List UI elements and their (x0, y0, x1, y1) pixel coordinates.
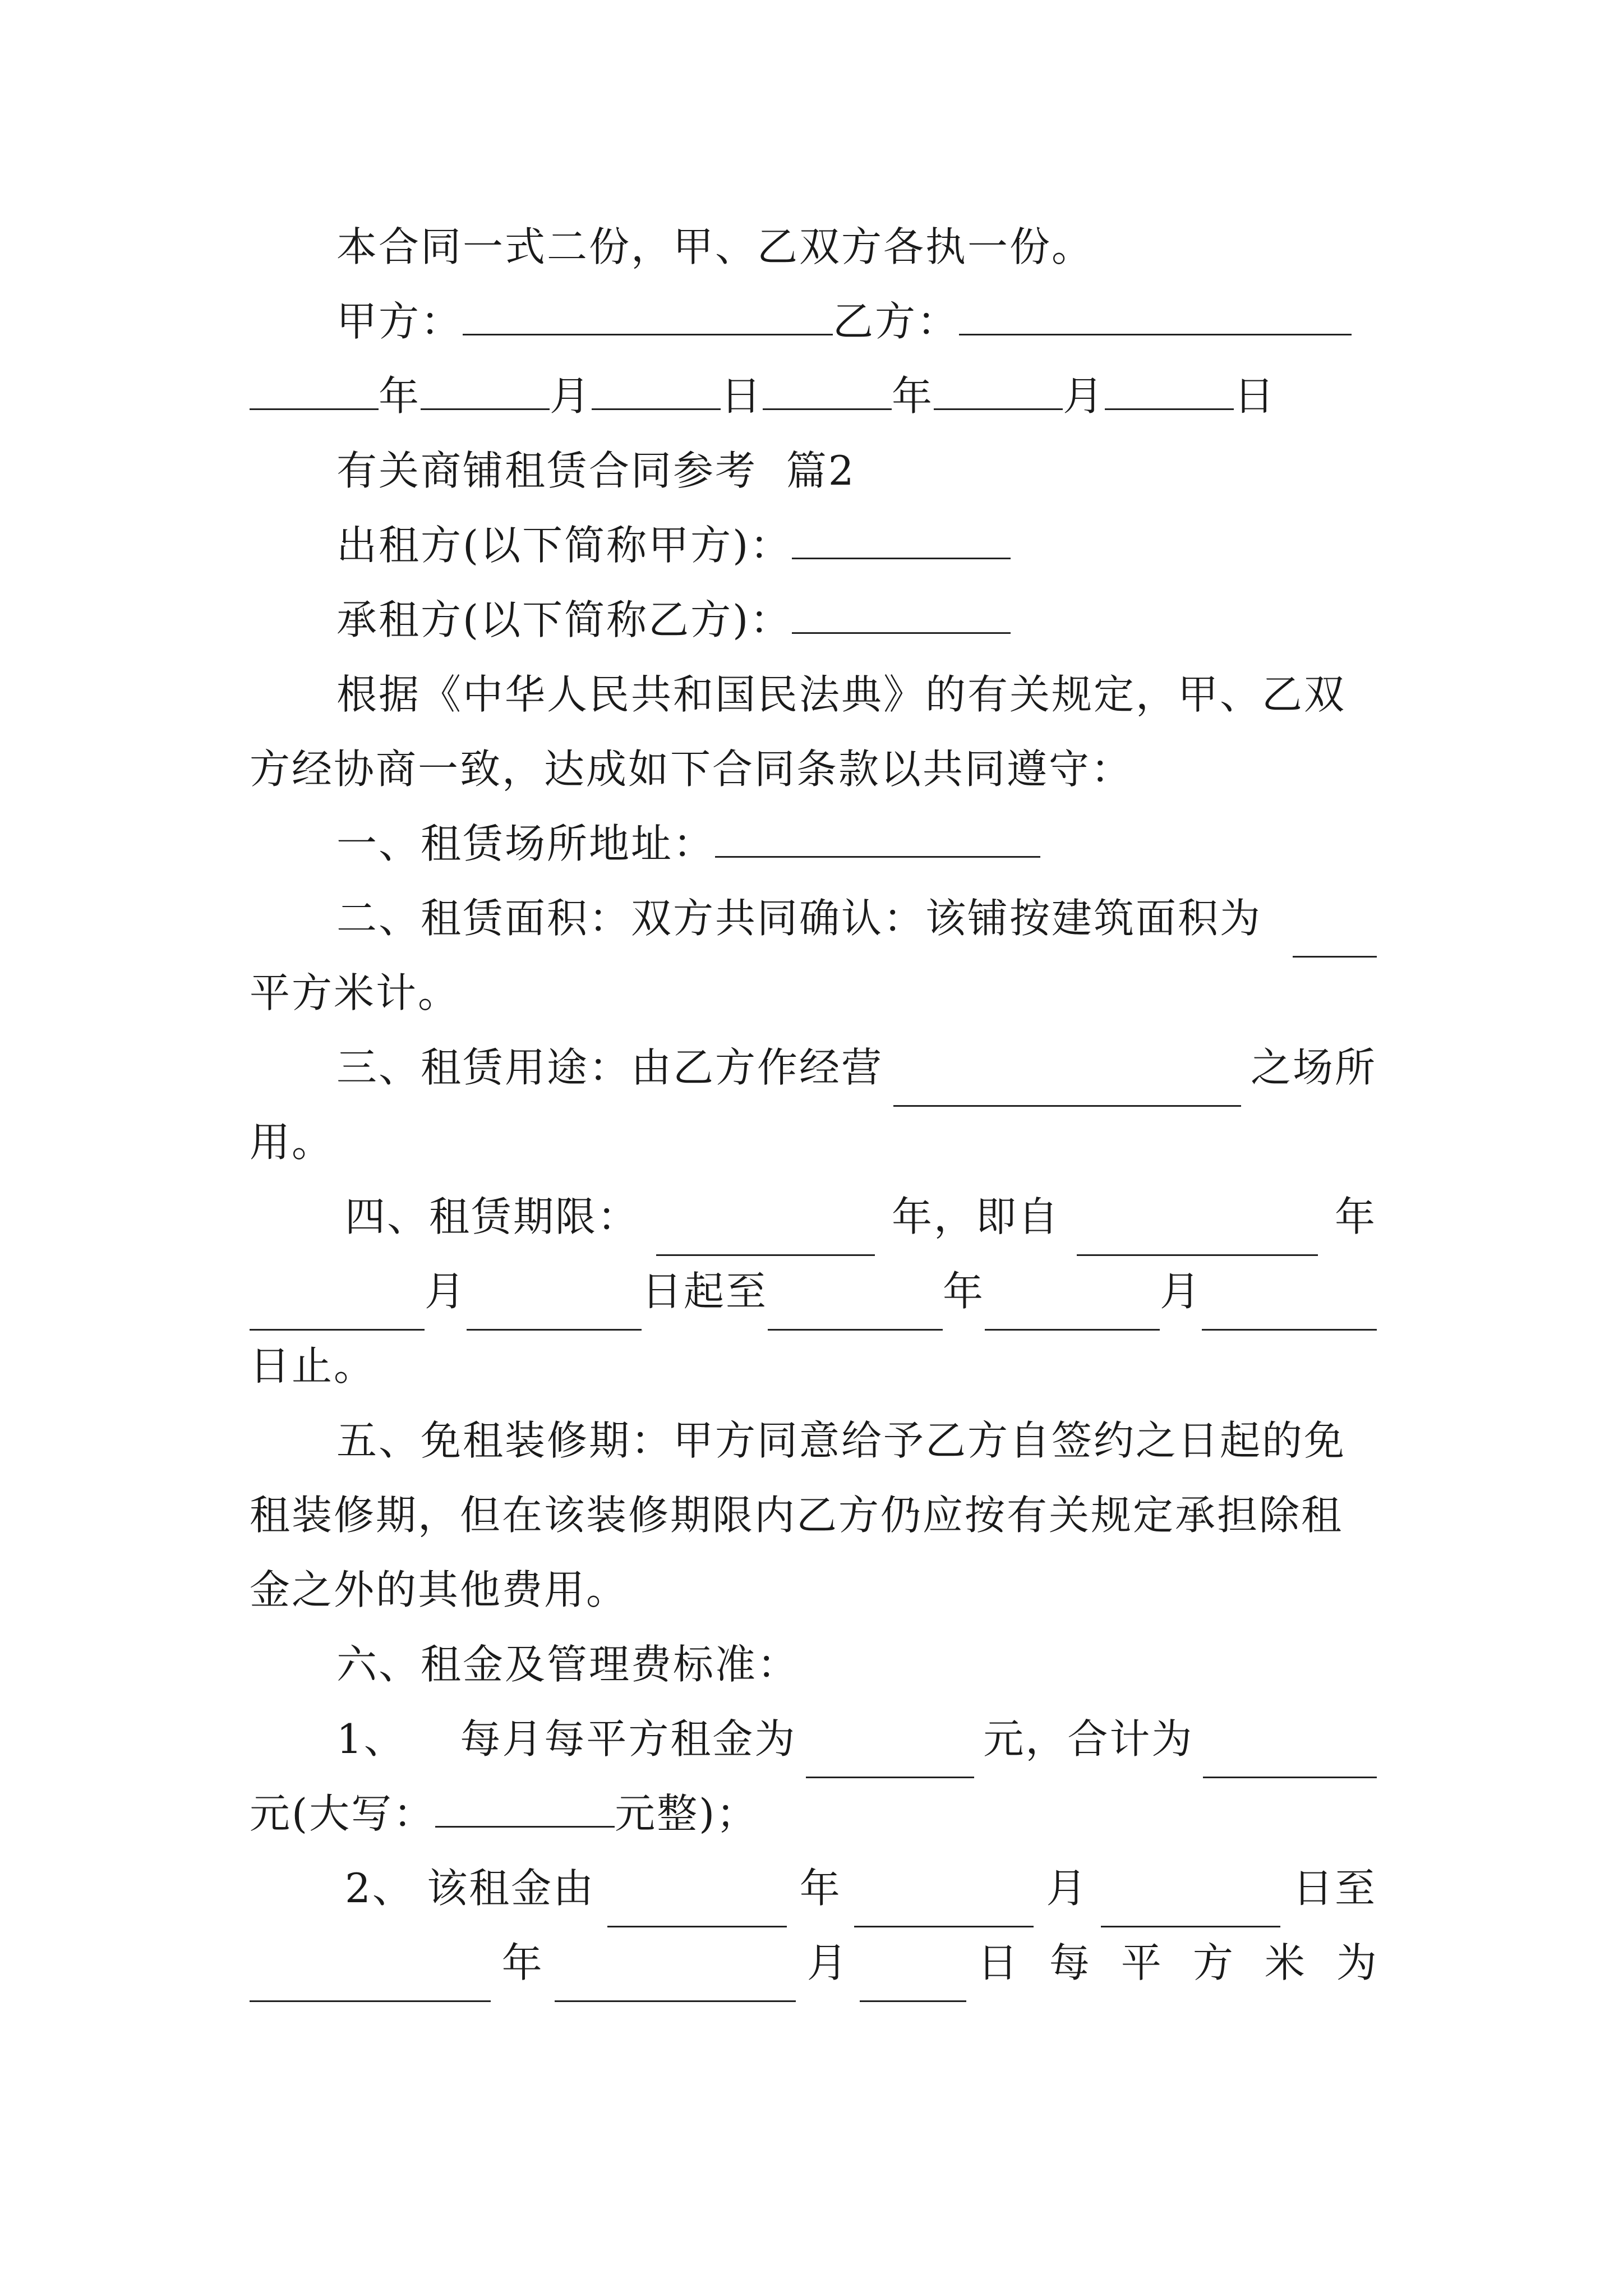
sub-item-1 (336, 1700, 1377, 1778)
date-blank (592, 374, 721, 410)
start-year-blank (1077, 1220, 1318, 1256)
sub-item-2 (345, 1849, 1377, 1927)
copies-clause (336, 208, 1377, 286)
area-blank (1293, 921, 1377, 958)
to-year-blank (250, 1966, 491, 2002)
address-blank (715, 821, 1040, 858)
month-label: 月 (550, 372, 592, 420)
date-blank (421, 374, 550, 410)
signature-date-line (250, 357, 1377, 435)
day-label: 日 (1234, 372, 1276, 420)
signature-line (336, 282, 1377, 361)
item-5-text-1: 五、免租装修期：甲方同意给予乙方自签约之日起的免 (336, 1417, 1347, 1464)
item-4-term (345, 1177, 1377, 1256)
sub-2-until-text: 日至 (1292, 1865, 1377, 1912)
end-year-blank (768, 1294, 943, 1331)
from-year-blank (607, 1891, 787, 1927)
item-2-text: 二、租赁面积：双方共同确认：该铺按建筑面积为 (336, 895, 1262, 942)
date-blank (1105, 374, 1234, 410)
sub-1-end-text: 元整)； (615, 1790, 759, 1837)
party-a-label: 甲方： (336, 298, 463, 345)
item-2-text-cont: 平方米计。 (250, 969, 460, 1016)
end-month-blank (985, 1294, 1160, 1331)
start-day-blank (467, 1294, 642, 1331)
sub-1-capital-text: 元(大写： (250, 1790, 436, 1837)
sub-item-1-cont (250, 1774, 1377, 1853)
lessee-blank (792, 597, 1011, 634)
section-heading (336, 431, 1377, 510)
item-4-term-cont (250, 1252, 1377, 1331)
end-day-blank (1202, 1294, 1377, 1331)
month-label: 月 (1159, 1268, 1202, 1315)
item-2-area (336, 879, 1377, 958)
item-2-area-cont (250, 954, 1377, 1032)
item-1-address (336, 804, 1377, 883)
item-3-text-end: 之场所 (1250, 1044, 1377, 1091)
sub-item-2-cont (250, 1924, 1408, 2002)
preamble-text-2: 方经协商一致，达成如下合同条款以共同遵守： (250, 746, 1133, 793)
sub-1-number: 1、 (336, 1715, 406, 1763)
lessee-line (336, 581, 1377, 659)
party-b-blank (959, 299, 1352, 335)
sub-2-number: 2、 (345, 1865, 414, 1912)
item-4-from-text: 年，即自 (891, 1193, 1060, 1240)
preamble-line-2 (250, 730, 1377, 808)
item-5-text-2: 租装修期，但在该装修期限内乙方仍应按有关规定承担除租 (250, 1492, 1344, 1539)
party-a-blank (463, 299, 833, 335)
item-3-usage-cont (250, 1103, 1377, 1181)
date-blank (763, 374, 892, 410)
year-label: 年 (501, 1939, 544, 1986)
year-label: 年 (892, 372, 934, 420)
unit-rent-blank (806, 1742, 974, 1778)
item-4-text: 四、租赁期限： (345, 1193, 640, 1240)
until-text: 日起至 (641, 1268, 768, 1315)
preamble-line-1 (336, 655, 1377, 734)
month-label: 月 (806, 1939, 849, 1986)
item-3-usage (336, 1028, 1377, 1107)
preamble-text-1: 根据《中华人民共和国民法典》的有关规定，甲、乙双 (336, 671, 1347, 718)
item-6-text: 六、租金及管理费标准： (336, 1641, 800, 1688)
year-label: 年 (1334, 1193, 1377, 1240)
year-label: 年 (379, 372, 421, 420)
item-4-term-end (250, 1327, 1377, 1405)
heading-text: 有关商铺租赁合同参考 篇2 (336, 447, 856, 494)
month-label: 月 (1046, 1865, 1089, 1912)
item-6-rent-standard (336, 1625, 1377, 1704)
capital-amount-blank (435, 1791, 615, 1828)
copies-text: 本合同一式二份，甲、乙双方各执一份。 (336, 223, 1094, 270)
start-month-blank (250, 1294, 425, 1331)
month-label: 月 (424, 1268, 467, 1315)
term-years-blank (656, 1220, 875, 1256)
total-rent-blank (1203, 1742, 1377, 1778)
item-5-text-3: 金之外的其他费用。 (250, 1566, 629, 1613)
year-label: 年 (942, 1268, 985, 1315)
from-day-blank (1101, 1891, 1280, 1927)
usage-blank (893, 1070, 1241, 1107)
from-month-blank (854, 1891, 1034, 1927)
sub-2-text: 该租金由 (427, 1865, 596, 1912)
item-5-rent-free (336, 1401, 1377, 1480)
sub-2-per-sqm-text: 日每平方米为 (977, 1939, 1408, 1986)
item-3-text-cont: 用。 (250, 1119, 334, 1166)
lessor-label: 出租方(以下简称甲方)： (336, 522, 792, 569)
lessee-label: 承租方(以下简称乙方)： (336, 596, 792, 643)
month-label: 月 (1063, 372, 1105, 420)
date-blank (250, 374, 379, 410)
to-day-blank (860, 1966, 966, 2002)
sub-1-text: 每月每平方租金为 (460, 1715, 797, 1763)
item-5-rent-free-3 (250, 1550, 1377, 1629)
item-4-end-text: 日止。 (250, 1342, 376, 1389)
day-label: 日 (721, 372, 763, 420)
item-1-text: 一、租赁场所地址： (336, 820, 716, 867)
lessor-line (336, 506, 1377, 585)
sub-1-total-text: 元，合计为 (983, 1715, 1194, 1763)
party-b-label: 乙方： (833, 298, 960, 345)
year-label: 年 (799, 1865, 842, 1912)
lessor-blank (792, 523, 1011, 559)
date-blank (934, 374, 1063, 410)
to-month-blank (555, 1966, 796, 2002)
item-3-text: 三、租赁用途：由乙方作经营 (336, 1044, 884, 1091)
item-5-rent-free-2 (250, 1476, 1377, 1554)
